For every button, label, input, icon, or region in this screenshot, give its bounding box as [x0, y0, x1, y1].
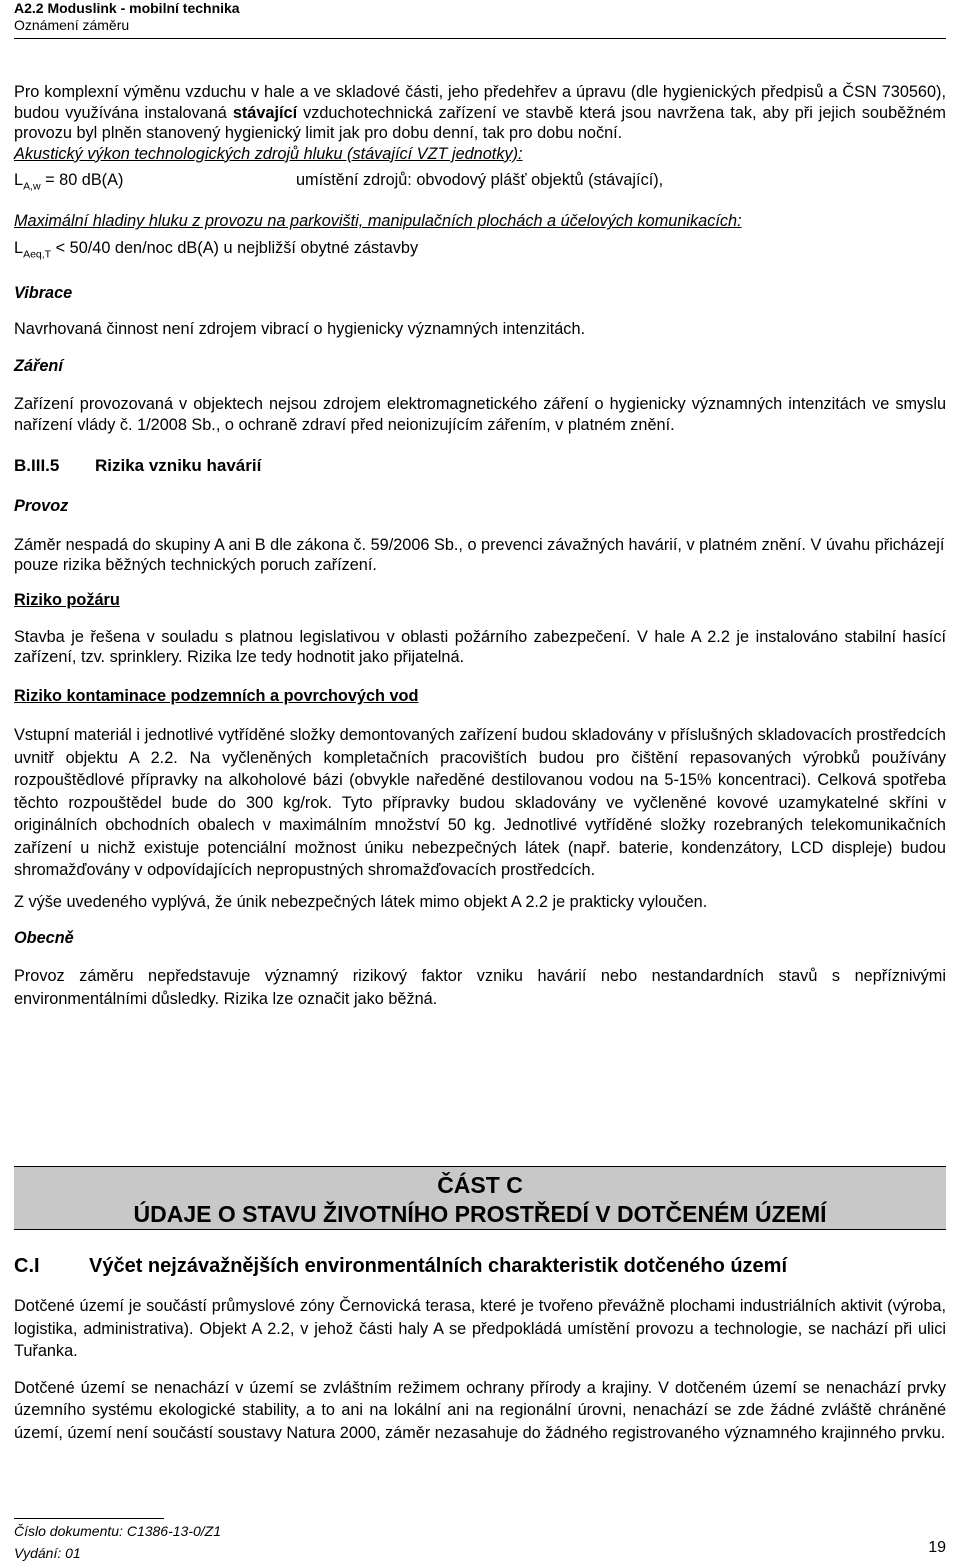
riziko-kontaminace-conclusion: Z výše uvedeného vyplývá, že únik nebezpečných látek mimo objekt A 2.2 je prakticky vyloučen. [14, 892, 708, 911]
footer-divider [14, 1518, 164, 1519]
air-exchange-paragraph [14, 82, 946, 144]
provoz-text: Záměr nespadá do skupiny A ani B dle zákona č. 59/2006 Sb., o prevenci závažných havárií, v platném znění. V úvahu přicházejí pouze rizika běžných technických poruch zařízení. [14, 535, 945, 575]
main-content [14, 82, 946, 1010]
header-divider [14, 38, 946, 39]
section-c1-paragraph-1: Dotčené území je součástí průmyslové zóny Černovická terasa, které je tvořeno převážně plochami industriálních aktivit (výroba, logistika, administrativa). Objekt A 2.2, v jehož části haly A se předpokládá umístění provozu a technologie, se nachází při ulici Tuřanka. [14, 1297, 946, 1360]
part-c-banner [14, 1166, 946, 1230]
acoustic-source-location: umístění zdrojů: obvodový plášť objektů (stávající), [296, 171, 664, 190]
edition: Vydání: 01 [14, 1545, 81, 1561]
acoustic-power-value [14, 170, 296, 197]
max-levels-heading: Maximální hladiny hluku z provozu na parkovišti, manipulačních plochách a účelových komunikacích: [14, 212, 742, 231]
section-c1-paragraph-2: Dotčené území se nenachází v území se zvláštním režimem ochrany přírody a krajiny. V dotčeném území se nenachází prvky územního systému ekologické stability, a to ani na lokální ani na regionální úrovni, nenachází se zde žádné zvláště chráněné území, území není součástí soustavy Natura 2000, záměr nezasahuje do žádného registrovaného významného krajinného prvku. [14, 1378, 946, 1442]
laeq-text: < 50/40 den/noc dB(A) u nejbližší obytné zástavby [51, 238, 419, 257]
obecne-text: Provoz záměru nepředstavuje významný rizikový faktor vzniku havárií nebo nestandardních stavů s nepříznivými environmentálními důsledky. Rizika lze označit jako běžná. [14, 967, 946, 1008]
document-subtitle: Oznámení záměru [14, 17, 130, 33]
air-exchange-text-a: Pro komplexní výměnu vzduchu v hale a ve skladové části, jeho předehřev a úpravu (dle hygienických předpisů a ČSN 730560), budou využívána instalovaná [14, 83, 946, 122]
law-subscript: A,w [23, 180, 41, 193]
acoustic-power-row [14, 170, 946, 197]
vibrace-heading: Vibrace [14, 283, 73, 302]
riziko-pozaru-heading: Riziko požáru [14, 591, 120, 609]
riziko-kontaminace-text: Vstupní materiál i jednotlivé vytříděné složky demontovaných zařízení budou skladovány v příslušných skladovacích prostředcích uvnitř objektu A 2.2. Na vyčleněných kompletačních pracovištích budou pro čištění repasovaných výrobků používány rozpouštědlové přípravky na alkoholové bázi (obvykle naředěné destilovanou vodou na 5-15% koncentraci). Celková spotřeba těchto rozpouštědel bude do 300 kg/rok. Tyto přípravky budou skladovány ve vyčleněné kovové uzamykatelné skříni v originálních obchodních obalech v maximálním množství 50 kg. Jednotlivé vytříděné složky rozebraných telekomunikačních zařízení u nichž existuje potenciální možnost úniku nebezpečných látek (např. baterie, kondenzátory, LCD displeje) budou shromažďovány v odpovídajících nepropustných shromažďovacích prostředcích. [14, 726, 946, 880]
riziko-kontaminace-heading: Riziko kontaminace podzemních a povrchových vod [14, 686, 419, 705]
section-b3-5-heading [14, 456, 946, 477]
page-header [14, 0, 240, 34]
zareni-heading: Záření [14, 356, 63, 375]
section-c1-title: Výčet nejzávažnějších environmentálních charakteristik dotčeného území [89, 1255, 788, 1277]
section-c1-content [14, 1295, 946, 1444]
law-symbol: L [14, 171, 24, 190]
riziko-pozaru-text: Stavba je řešena v souladu s platnou legislativou v oblasti požárního zabezpečení. V hale A 2.2 je instalováno stabilní hasící zařízení, tzv. sprinklery. Rizika lze tedy hodnotit jako přijatelná. [14, 627, 946, 667]
laeq-subscript: Aeq,T [23, 248, 52, 261]
section-c1-heading [14, 1255, 787, 1278]
section-c1-number: C.I [14, 1255, 40, 1277]
page-number: 19 [928, 1539, 946, 1556]
laeq-symbol: L [14, 238, 24, 257]
provoz-heading: Provoz [14, 497, 69, 516]
laeq-value [14, 238, 946, 265]
obecne-heading: Obecně [14, 929, 74, 948]
air-exchange-text-b: vzduchotechnická zařízení ve stavbě která jsou navržena tak, aby při jejich souběžném provozu byl plněn stanovený hygienický limit jak pro dobu denní, tak pro dobu noční. [14, 103, 946, 143]
air-exchange-text-bold: stávající [232, 103, 298, 122]
section-title: Rizika vzniku havárií [95, 455, 262, 475]
acoustic-heading: Akustický výkon technologických zdrojů hluku (stávající VZT jednotky): [14, 144, 523, 163]
document-number: Číslo dokumentu: C1386-13-0/Z1 [14, 1523, 221, 1539]
vibrace-text: Navrhovaná činnost není zdrojem vibrací o hygienicky významných intenzitách. [14, 320, 586, 339]
section-number: B.III.5 [14, 455, 60, 475]
document-title: A2.2 Moduslink - mobilní technika [14, 0, 240, 16]
zareni-text: Zařízení provozovaná v objektech nejsou zdrojem elektromagnetického záření o hygienicky významných intenzitách ve smyslu nařízení vlády č. 1/2008 Sb., o ochraně zdraví před neionizujícím zářením, v platném znění. [14, 395, 946, 435]
part-c-title: ČÁST C [437, 1172, 523, 1198]
page-footer [14, 1520, 221, 1564]
law-value: = 80 dB(A) [40, 171, 124, 190]
part-c-subtitle: ÚDAJE O STAVU ŽIVOTNÍHO PROSTŘEDÍ V DOTČENÉM ÚZEMÍ [133, 1201, 827, 1227]
